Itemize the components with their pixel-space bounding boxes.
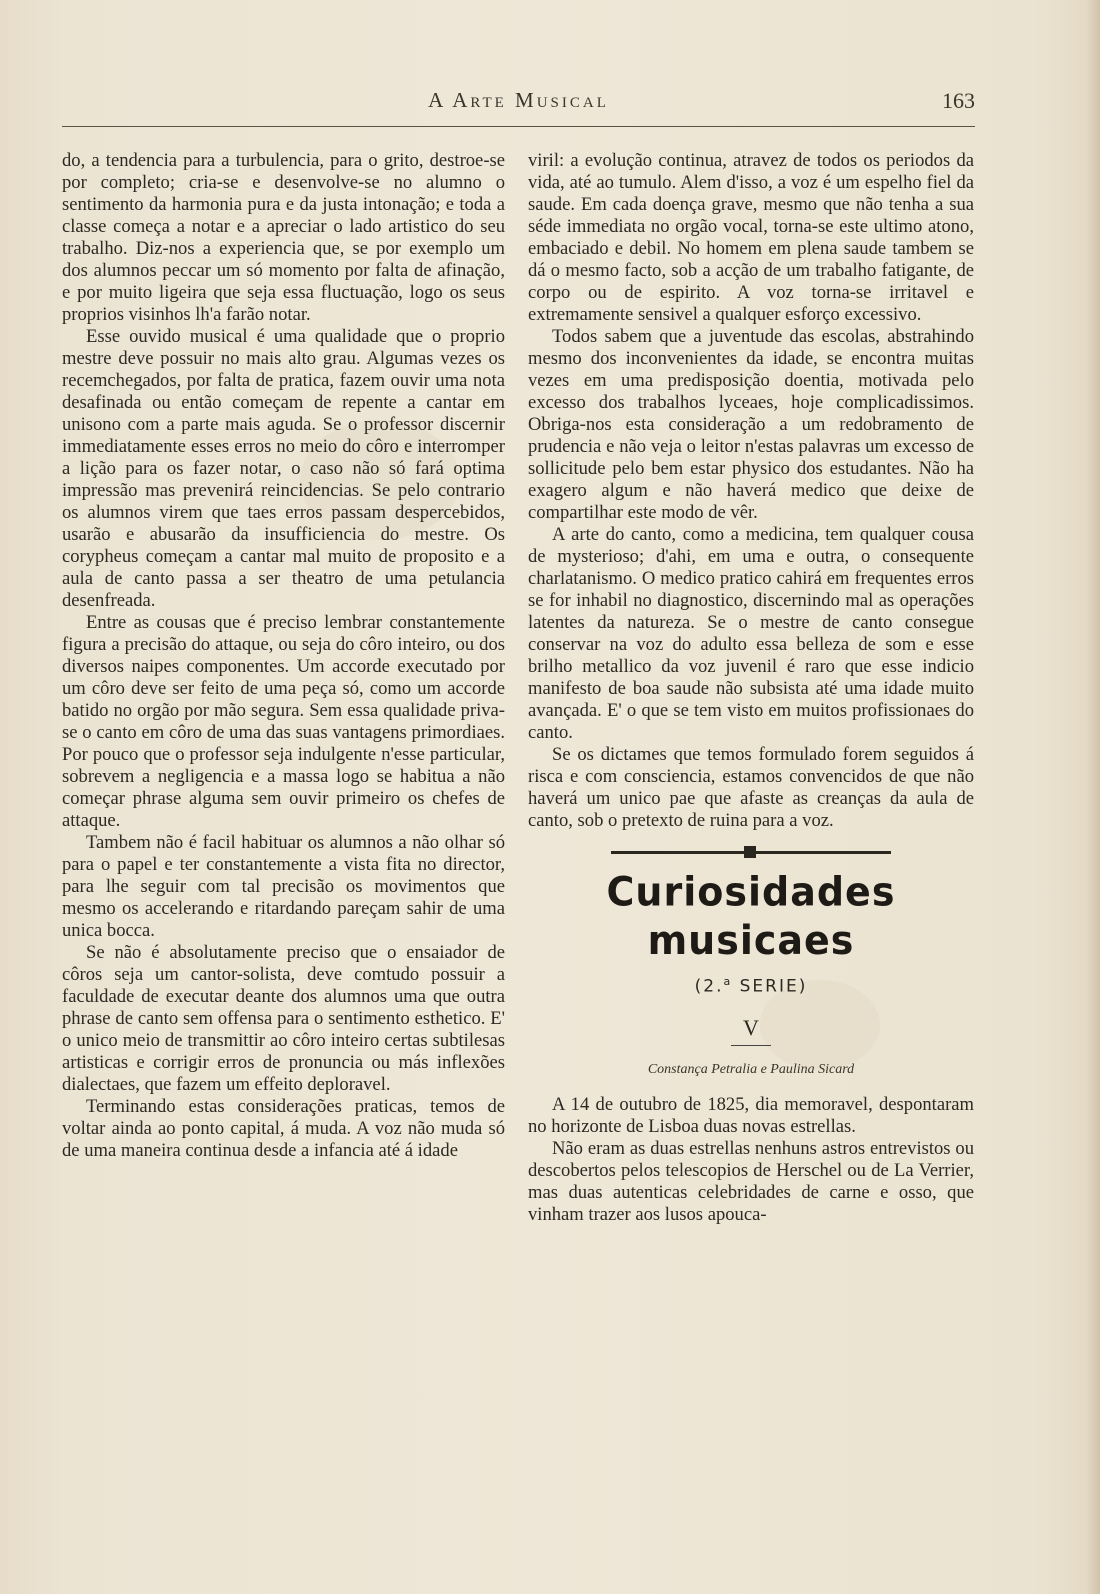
series-superscript: a (723, 975, 733, 988)
paragraph: Tambem não é facil habituar os alumnos a não olhar só para o papel e ter constantemente a vista fita no director, para lhe seguir com tal precisão os movimentos que mesmo os accelerando e ritardando pareçam sahir de uma unica bocca. (62, 832, 505, 941)
chapter-number: V (743, 1014, 759, 1040)
divider-ornament (744, 846, 756, 858)
chapter-rule (731, 1045, 771, 1046)
page-edge-shadow (1086, 0, 1100, 1594)
paragraph: Não eram as duas estrellas nenhuns astros entrevistos ou descobertos pelos telescopios de Herschel ou de La Verrier, mas duas autenticas celebridades de carne e osso, que vinham trazer aos lusos apouca- (528, 1137, 974, 1225)
running-title: A Arte Musical (428, 88, 609, 112)
paragraph: A arte do canto, como a medicina, tem qualquer cousa de mysterioso; d'ahi, em uma e outra, o consequente charlatanismo. O medico pratico cahirá em frequentes erros se for inhabil no diagnostico, discernindo mal as operações latentes da natureza. Se o mestre de canto consegue conservar na voz do adulto essa belleza de som e esse brilho metallico da voz juvenil é raro que esse indicio manifesto de boa saude não subsista até uma idade muito avançada. E' o que se tem visto em muitos profissionaes do canto. (528, 524, 974, 743)
paragraph: Se os dictames que temos formulado forem seguidos á risca e com consciencia, estamos convencidos de que não haverá um unico pae que afaste as creanças da aula de canto, sob o pretexto de ruina para a voz. (528, 744, 974, 831)
series-label (528, 970, 974, 999)
section-divider (611, 846, 891, 858)
paragraph: Entre as cousas que é preciso lembrar constantemente figura a precisão do attaque, ou seja do côro inteiro, ou dos diversos naipes componentes. Um accorde executado por um côro deve ser feito de uma peça só, como um accorde batido no orgão por mão segura. Sem essa qualidade priva-se o canto em côro de uma das suas vantagens primordiaes. Por pouco que o professor seja indulgente n'esse particular, sobrevem a negligencia e a massa logo se habitua a não começar phrase alguma sem ouvir primeiro os chefes de attaque. (62, 612, 505, 831)
page-number: 163 (942, 88, 975, 113)
page-header (62, 88, 975, 122)
paragraph: A 14 de outubro de 1825, dia memoravel, despontaram no horizonte de Lisboa duas novas estrellas. (528, 1093, 974, 1137)
paragraph: do, a tendencia para a turbulencia, para o grito, destroe-se por completo; cria-se e desenvolve-se no alumno o sentimento da harmonia pura e da justa intonação; e toda a classe começa a notar e a apreciar o lado artistico do seu trabalho. Diz-nos a experiencia que, se por exemplo um dos alumnos peccar um só momento por falta de afinação, e por muito ligeira que seja essa fluctuação, logo os seus proprios visinhos lh'a farão notar. (62, 150, 505, 325)
paragraph: Todos sabem que a juventude das escolas, abstrahindo mesmo dos inconvenientes da idade, se encontra muitas vezes em uma predisposição doentia, motivada pelo excesso dos trabalhos lyceaes, hoje complicadissimos. Obriga-nos esta consideração a um redobramento de prudencia e não veja o leitor n'estas palavras um excesso de sollicitude pelo bem estar physico dos estudantes. Não ha exagero algum e não haverá medico que deixe de compartilhar este modo de vêr. (528, 326, 974, 523)
paragraph: Se não é absolutamente preciso que o ensaiador de côros seja um cantor-solista, deve comtudo possuir a faculdade de executar deante dos alumnos uma que outra phrase de canto sem offensa para o sentimento esthetico. E' o unico meio de transmittir ao côro inteiro certas subtilesas artisticas e corrigir erros de pronuncia ou más inflexões dialectaes, que fazem um effeito deploravel. (62, 942, 505, 1095)
paragraph: viril: a evolução continua, atravez de todos os periodos da vida, até ao tumulo. Alem d'isso, a voz é um espelho fiel da saude. Em cada doença grave, mesmo que não tenha a sua séde immediata no orgão vocal, torna-se este ultimo atono, embaciado e debil. No homem em plena saude tambem se dá o mesmo facto, sob a acção de um trabalho fatigante, de corpo ou de espirito. A voz torna-se irritavel e extremamente sensivel a qualquer esforço excessivo. (528, 150, 974, 325)
left-column (62, 150, 505, 1162)
chapter-subhead: Constança Petralia e Paulina Sicard (647, 1061, 855, 1077)
series-prefix: (2. (694, 976, 724, 997)
section-title: Curiosidades musicaes (606, 868, 896, 964)
header-rule (62, 126, 975, 127)
right-column (528, 150, 974, 1226)
paragraph: Terminando estas considerações praticas, temos de voltar ainda ao ponto capital, á muda. A voz não muda só de uma maneira continua desde a infancia até á idade (62, 1096, 505, 1161)
paragraph: Esse ouvido musical é uma qualidade que o proprio mestre deve possuir no mais alto grau. Algumas vezes os recemchegados, por falta de pratica, fazem ouvir uma nota desafinada ou então começam de repente a cantar em unisono com a parte mais aguda. Se o professor discernir immediatamente esses erros no meio do côro e interromper a lição para os fazer notar, o caso não só fará optima impressão mas prevenirá reincidencias. Se pelo contrario os alumnos virem que taes erros passam despercebidos, usarão e abusarão da insufficiencia do mestre. Os corypheus começam a cantar mal muito de proposito e a aula de canto passa a ser theatro de uma petulancia desenfreada. (62, 326, 505, 611)
series-suffix: SERIE) (732, 976, 808, 997)
